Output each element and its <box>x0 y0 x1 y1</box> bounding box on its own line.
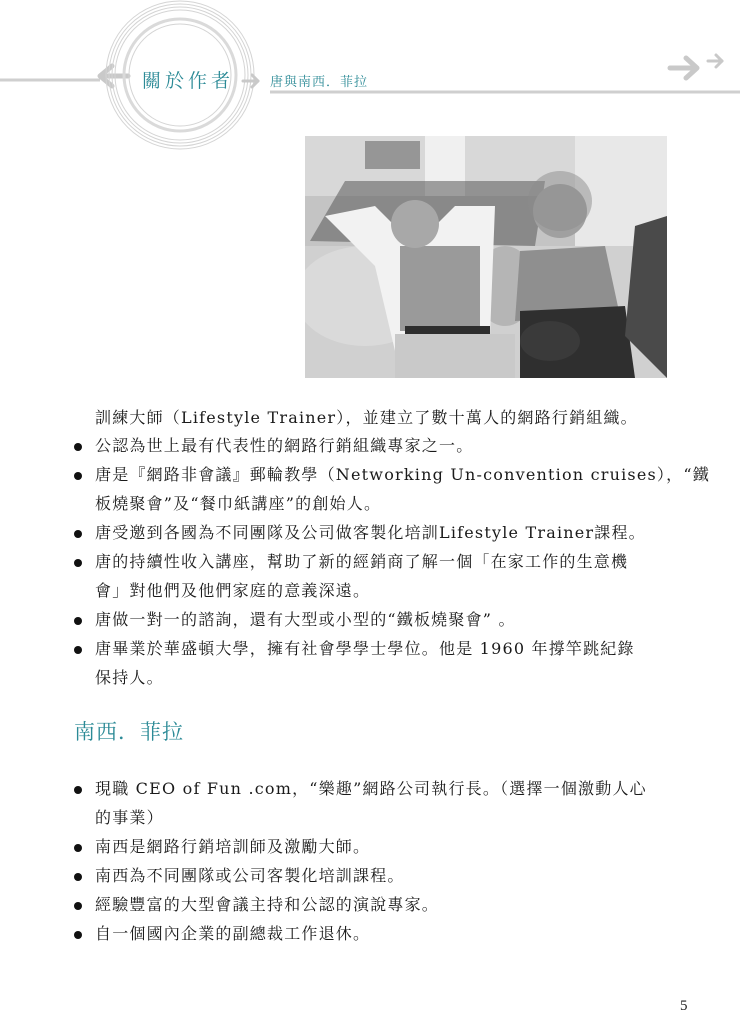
bullet-icon <box>74 873 82 881</box>
don-bullet-4-line-2: 會」對他們及他們家庭的意義深遠。 <box>95 581 371 600</box>
bullet-icon <box>74 472 82 480</box>
chapter-title: 關於作者 <box>142 70 235 92</box>
don-continuation-text: 訓練大師（Lifestyle Trainer），並建立了數十萬人的網路行銷組織。 <box>95 408 638 427</box>
section-title-nancy: 南西．菲拉 <box>74 720 184 744</box>
nancy-bullet-3: 南西為不同團隊或公司客製化培訓課程。 <box>95 866 405 885</box>
right-arrow-icon <box>670 58 697 78</box>
header-decoration <box>0 0 740 150</box>
small-right-arrow-icon-2 <box>708 55 722 67</box>
bullet-icon <box>74 559 82 567</box>
don-bullet-6-line-1: 唐畢業於華盛頓大學，擁有社會學學士學位。他是 1960 年撐竿跳紀錄 <box>95 639 635 658</box>
bullet-icon <box>74 646 82 654</box>
nancy-bullet-1-line-1: 現職 CEO of Fun .com，“樂趣”網路公司執行長。（選擇一個激動人心 <box>95 779 647 798</box>
page-header <box>0 0 740 150</box>
nancy-bullet-2: 南西是網路行銷培訓師及激勵大師。 <box>95 837 371 856</box>
nancy-bullet-4: 經驗豐富的大型會議主持和公認的演說專家。 <box>95 895 440 914</box>
bullet-icon <box>74 902 82 910</box>
don-bullet-4-line-1: 唐的持續性收入講座，幫助了新的經銷商了解一個「在家工作的生意機 <box>95 552 629 571</box>
don-bullet-2-line-2: 板燒聚會”及“餐巾紙講座”的創始人。 <box>95 494 382 513</box>
bullet-icon <box>74 786 82 794</box>
don-bullet-6-line-2: 保持人。 <box>95 668 164 687</box>
don-bullet-2-line-1: 唐是『網路非會議』郵輪教學（Networking Un-convention cruises），“鐵 <box>95 465 710 484</box>
bullet-icon <box>74 931 82 939</box>
author-photo <box>305 136 667 378</box>
don-bullet-5: 唐做一對一的諮詢，還有大型或小型的“鐵板燒聚會” 。 <box>95 610 516 629</box>
page-number: 5 <box>680 998 688 1014</box>
nancy-bullet-1-line-2: 的事業） <box>95 808 164 827</box>
chapter-subtitle: 唐與南西．菲拉 <box>270 75 369 90</box>
bullet-icon <box>74 530 82 538</box>
nancy-bullet-5: 自一個國內企業的副總裁工作退休。 <box>95 924 371 943</box>
don-bullet-3: 唐受邀到各國為不同團隊及公司做客製化培訓Lifestyle Trainer課程。 <box>95 523 646 542</box>
bullet-icon <box>74 844 82 852</box>
bullet-icon <box>74 443 82 451</box>
bullet-icon <box>74 617 82 625</box>
don-bullet-1: 公認為世上最有代表性的網路行銷組織專家之一。 <box>95 436 474 455</box>
